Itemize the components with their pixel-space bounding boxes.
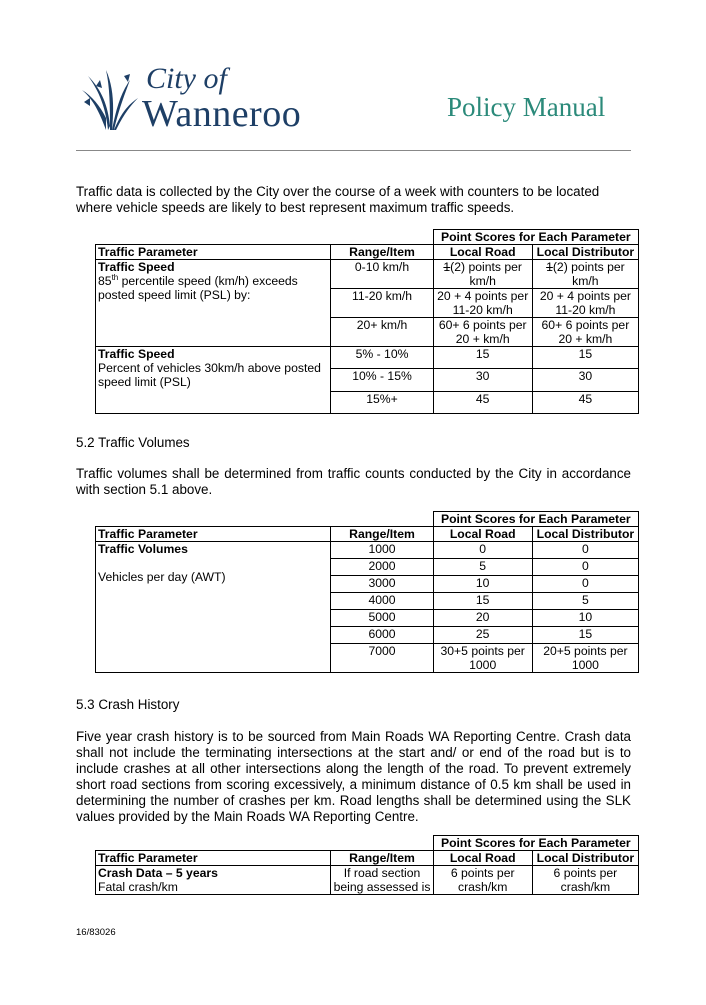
local-road-cell: 15: [433, 347, 532, 369]
city-logo: [76, 60, 326, 135]
parameter-header: Traffic Parameter: [96, 851, 331, 866]
table-row: [96, 866, 639, 895]
local-road-cell: 30: [433, 369, 532, 392]
policy-manual-title: Policy Manual: [447, 92, 606, 122]
speed-parameter-cell: [96, 260, 331, 347]
logo-name-text: Wanneroo: [142, 93, 302, 135]
local-road-cell: 25: [433, 627, 532, 644]
local-road-header: Local Road: [433, 527, 532, 542]
wanneroo-plant-logo-icon: [76, 66, 140, 132]
local-distributor-cell: 20+5 points per 1000: [532, 644, 638, 673]
local-road-cell: 5: [433, 559, 532, 576]
local-road-cell: 20 + 4 points per 11-20 km/h: [433, 289, 532, 318]
local-road-cell: 60+ 6 points per 20 + km/h: [433, 318, 532, 347]
speed-desc-sup: th: [111, 272, 119, 282]
range-cell: If road section being assessed is: [331, 866, 433, 895]
local-distributor-cell: 10: [532, 610, 638, 627]
local-road-cell: 1(2) points per km/h: [433, 260, 532, 289]
header-divider: [76, 150, 631, 151]
crash-heading: 5.3 Crash History: [76, 697, 180, 712]
local-road-header: Local Road: [433, 851, 532, 866]
range-cell: 3000: [331, 576, 433, 593]
table-header-row: [96, 851, 639, 866]
document-reference: 16/83026: [76, 927, 116, 938]
table-row: [96, 542, 639, 559]
struck-value: 1: [443, 260, 451, 274]
volumes-desc: Vehicles per day (AWT): [98, 570, 226, 584]
struck-value: 1: [546, 260, 553, 274]
speed-desc-a: 85: [98, 274, 112, 288]
range-cell: 6000: [331, 627, 433, 644]
local-distributor-cell: 45: [532, 392, 638, 414]
parameter-header: Traffic Parameter: [96, 527, 331, 542]
percent-parameter-cell: [96, 347, 331, 414]
table-row: [96, 347, 639, 369]
local-distributor-cell: 1(2) points per km/h: [532, 260, 638, 289]
table-header-row: [96, 230, 639, 245]
range-cell: 10% - 15%: [331, 369, 433, 392]
range-cell: 2000: [331, 559, 433, 576]
crash-paragraph: Five year crash history is to be sourced from Main Roads WA Reporting Centre. Crash data shall not include the terminating intersections at the start and/ or end of the road but is to include crashes at all other intersections along the length of the road. To prevent extremely short road sections from scoring excessively, a minimum distance of 0.5 km shall be used in determining the number of crashes per km. Road lengths shall be determined using the SLK values provided by the Main Roads WA Reporting Centre.: [76, 729, 631, 824]
local-road-cell: 30+5 points per 1000: [433, 644, 532, 673]
table-header-row: [96, 836, 639, 851]
traffic-volumes-table: [95, 511, 639, 673]
range-cell: 4000: [331, 593, 433, 610]
crash-parameter-cell: [96, 866, 331, 895]
table-header-row: [96, 512, 639, 527]
crash-data-table: [95, 835, 639, 895]
local-road-cell: 6 points per crash/km: [433, 866, 532, 895]
point-scores-header: Point Scores for Each Parameter: [433, 512, 638, 527]
table-header-row: [96, 527, 639, 542]
range-cell: 11-20 km/h: [331, 289, 433, 318]
local-road-cell: 15: [433, 593, 532, 610]
point-scores-header: Point Scores for Each Parameter: [433, 836, 638, 851]
local-road-header: Local Road: [433, 245, 532, 260]
range-cell: 7000: [331, 644, 433, 673]
range-header: Range/Item: [331, 851, 433, 866]
table-row: [96, 260, 639, 289]
volumes-heading: 5.2 Traffic Volumes: [76, 435, 190, 450]
local-distributor-cell: 0: [532, 559, 638, 576]
volumes-parameter-cell: [96, 542, 331, 673]
range-cell: 5000: [331, 610, 433, 627]
range-header: Range/Item: [331, 245, 433, 260]
range-cell: 1000: [331, 542, 433, 559]
range-cell: 20+ km/h: [331, 318, 433, 347]
range-cell: 0-10 km/h: [331, 260, 433, 289]
logo-city-text: City of: [146, 62, 227, 95]
range-header: Range/Item: [331, 527, 433, 542]
volumes-paragraph: Traffic volumes shall be determined from traffic counts conducted by the City in accordance with section 5.1 above.: [76, 466, 631, 497]
range-cell: 15%+: [331, 392, 433, 414]
local-distributor-cell: 0: [532, 542, 638, 559]
speed-desc-b: percentile speed (km/h) exceeds posted speed limit (PSL) by:: [98, 274, 298, 302]
local-distributor-cell: 6 points per crash/km: [532, 866, 638, 895]
traffic-speed-table: [95, 229, 639, 414]
local-distributor-cell: 20 + 4 points per 11-20 km/h: [532, 289, 638, 318]
local-distributor-header: Local Distributor: [532, 245, 638, 260]
local-distributor-cell: 60+ 6 points per 20 + km/h: [532, 318, 638, 347]
point-scores-header: Point Scores for Each Parameter: [433, 230, 638, 245]
local-distributor-cell: 5: [532, 593, 638, 610]
local-distributor-header: Local Distributor: [532, 527, 638, 542]
local-road-cell: 45: [433, 392, 532, 414]
percent-desc: Percent of vehicles 30km/h above posted speed limit (PSL): [98, 361, 321, 389]
local-road-cell: 20: [433, 610, 532, 627]
range-cell: 5% - 10%: [331, 347, 433, 369]
local-distributor-cell: 30: [532, 369, 638, 392]
crash-desc: Fatal crash/km: [98, 880, 178, 894]
volumes-title: Traffic Volumes: [98, 542, 188, 556]
local-road-cell: 10: [433, 576, 532, 593]
local-distributor-header: Local Distributor: [532, 851, 638, 866]
parameter-header: Traffic Parameter: [96, 245, 331, 260]
table-header-row: [96, 245, 639, 260]
local-distributor-cell: 15: [532, 627, 638, 644]
crash-title: Crash Data – 5 years: [98, 866, 218, 880]
speed-title: Traffic Speed: [98, 260, 175, 274]
intro-paragraph: Traffic data is collected by the City over the course of a week with counters to be located where vehicle speeds are likely to best represent maximum traffic speeds.: [76, 184, 600, 215]
local-distributor-cell: 15: [532, 347, 638, 369]
percent-title: Traffic Speed: [98, 347, 175, 361]
local-road-cell: 0: [433, 542, 532, 559]
local-distributor-cell: 0: [532, 576, 638, 593]
